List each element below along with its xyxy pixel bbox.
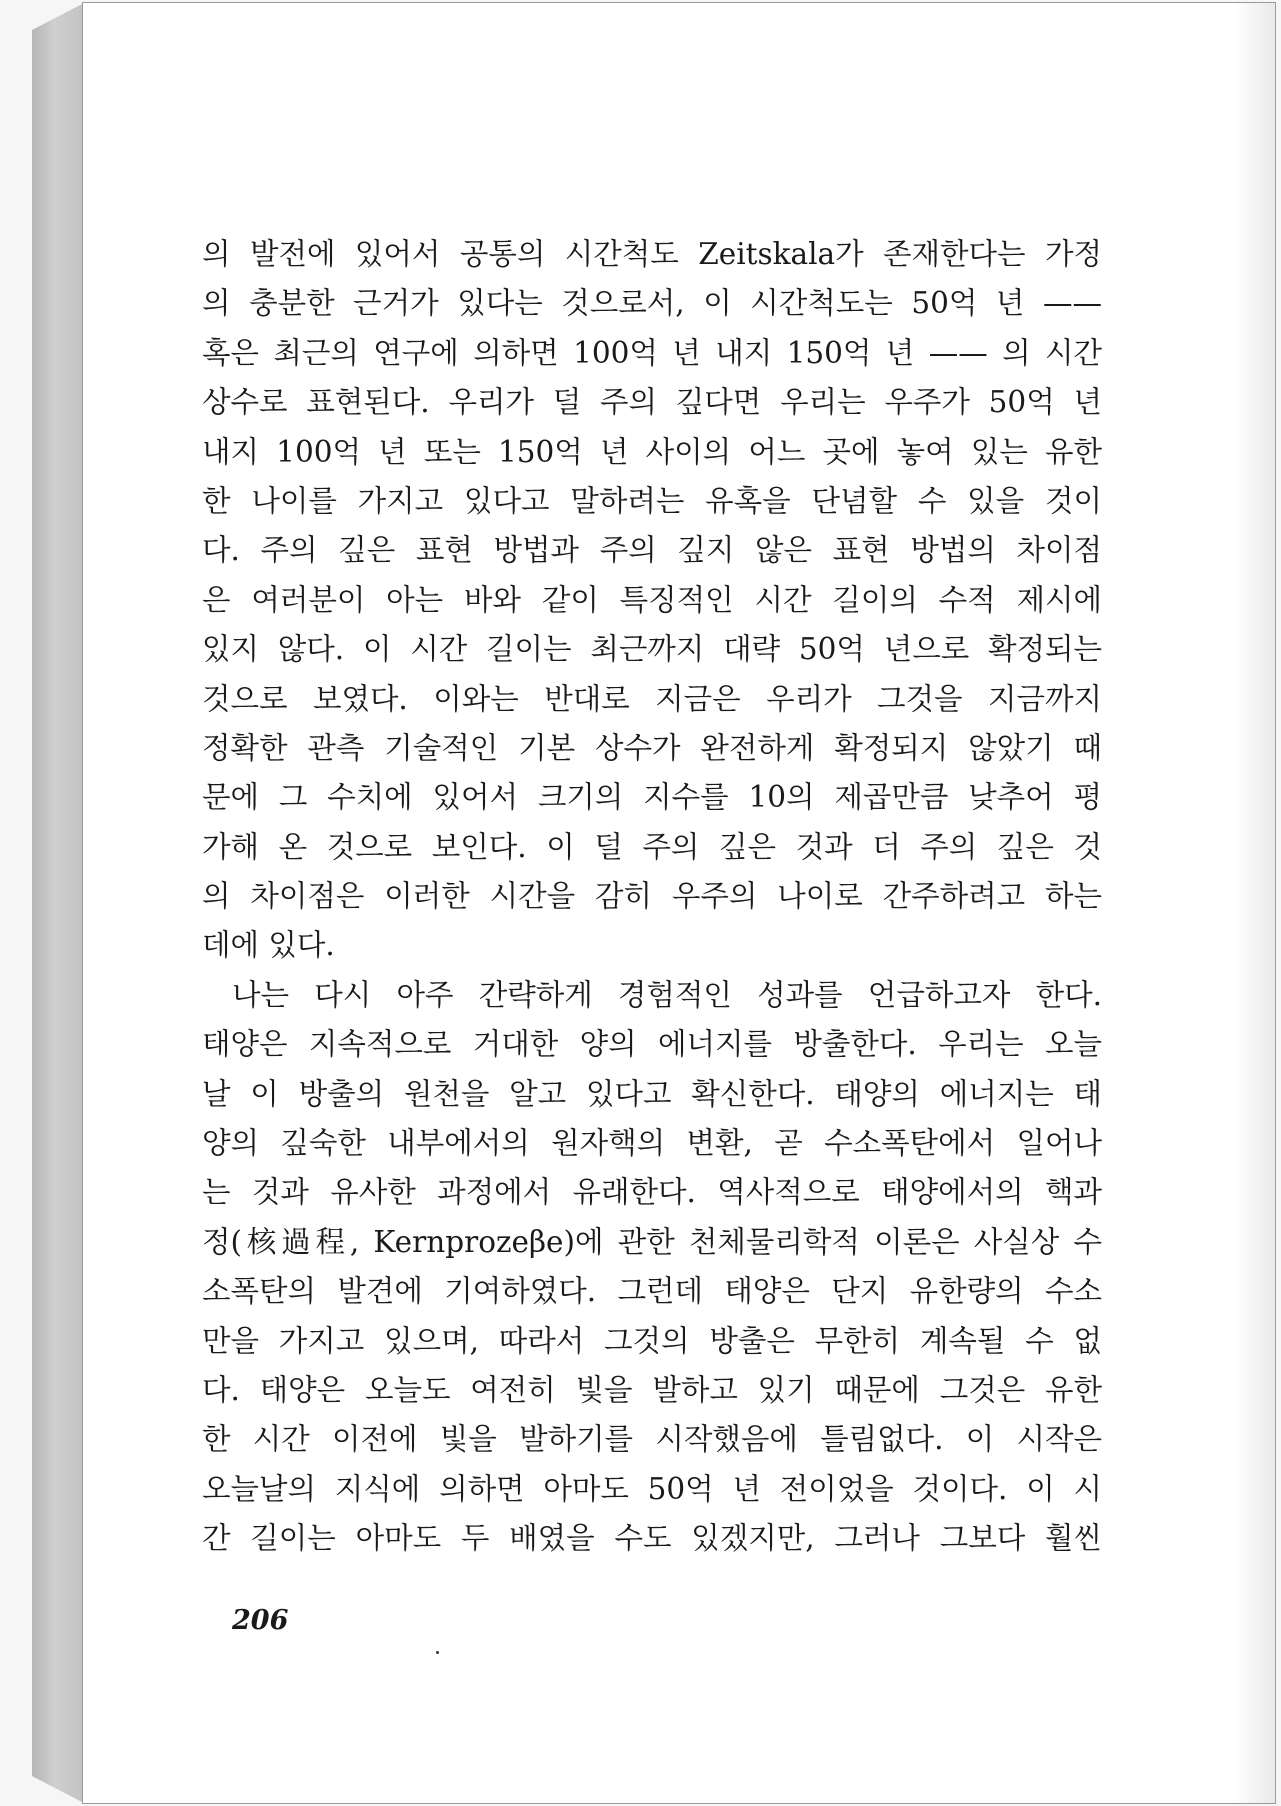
text-line: 간 길이는 아마도 두 배였을 수도 있겠지만, 그러나 그보다 훨씬 — [202, 1521, 1102, 1556]
text-line: 양의 깊숙한 내부에서의 원자핵의 변환, 곧 수소폭탄에서 일어나 — [202, 1126, 1102, 1161]
text-line: 내지 100억 년 또는 150억 년 사이의 어느 곳에 놓여 있는 유한 — [202, 434, 1102, 469]
book-spine — [32, 4, 82, 1802]
text-line: 정(核過程, Kernprozeβe)에 관한 천체물리학적 이론은 사실상 수 — [202, 1224, 1102, 1259]
text-line: 가해 온 것으로 보인다. 이 덜 주의 깊은 것과 더 주의 깊은 것 — [202, 829, 1102, 864]
text-line: 상수로 표현된다. 우리가 덜 주의 깊다면 우리는 우주가 50억 년 — [202, 385, 1102, 420]
text-line: 만을 가지고 있으며, 따라서 그것의 방출은 무한히 계속될 수 없 — [202, 1323, 1102, 1358]
text-line: 의 충분한 근거가 있다는 것으로서, 이 시간척도는 50억 년 —— — [202, 286, 1102, 321]
body-text — [202, 230, 1102, 1564]
text-line: 문에 그 수치에 있어서 크기의 지수를 10의 제곱만큼 낮추어 평 — [202, 780, 1102, 815]
text-line: 날 이 방출의 원천을 알고 있다고 확신한다. 태양의 에너지는 태 — [202, 1076, 1102, 1111]
text-line: 의 차이점은 이러한 시간을 감히 우주의 나이로 간주하려고 하는 — [202, 879, 1102, 914]
text-line: 는 것과 유사한 과정에서 유래한다. 역사적으로 태양에서의 핵과 — [202, 1175, 1102, 1210]
text-line: 한 나이를 가지고 있다고 말하려는 유혹을 단념할 수 있을 것이 — [202, 483, 1102, 518]
text-line: 의 발전에 있어서 공통의 시간척도 Zeitskala가 존재한다는 가정 — [202, 237, 1102, 271]
text-line: 나는 다시 아주 간략하게 경험적인 성과를 언급하고자 한다. — [232, 977, 1102, 1012]
text-line: 정확한 관측 기술적인 기본 상수가 완전하게 확정되지 않았기 때 — [202, 730, 1102, 765]
page-edge-shadow — [1235, 3, 1275, 1803]
text-line: 다. 주의 깊은 표현 방법과 주의 깊지 않은 표현 방법의 차이점 — [202, 533, 1102, 568]
text-line: 태양은 지속적으로 거대한 양의 에너지를 방출한다. 우리는 오늘 — [202, 1027, 1102, 1062]
page-number: 206 — [232, 1605, 289, 1636]
text-line: 데에 있다. — [202, 928, 335, 963]
text-line: 다. 태양은 오늘도 여전히 빛을 발하고 있기 때문에 그것은 유한 — [202, 1372, 1102, 1407]
text-line: 오늘날의 지식에 의하면 아마도 50억 년 전이었을 것이다. 이 시 — [202, 1471, 1102, 1506]
text-line: 한 시간 이전에 빛을 발하기를 시작했음에 틀림없다. 이 시작은 — [202, 1422, 1102, 1457]
text-line: 있지 않다. 이 시간 길이는 최근까지 대략 50억 년으로 확정되는 — [202, 632, 1102, 667]
text-line: 은 여러분이 아는 바와 같이 특징적인 시간 길이의 수적 제시에 — [202, 582, 1102, 617]
text-line: 소폭탄의 발견에 기여하였다. 그런데 태양은 단지 유한량의 수소 — [202, 1274, 1102, 1309]
text-line: 혹은 최근의 연구에 의하면 100억 년 내지 150억 년 —— 의 시간 — [202, 335, 1102, 370]
print-speck — [436, 1651, 439, 1654]
text-line: 것으로 보였다. 이와는 반대로 지금은 우리가 그것을 지금까지 — [202, 681, 1102, 716]
